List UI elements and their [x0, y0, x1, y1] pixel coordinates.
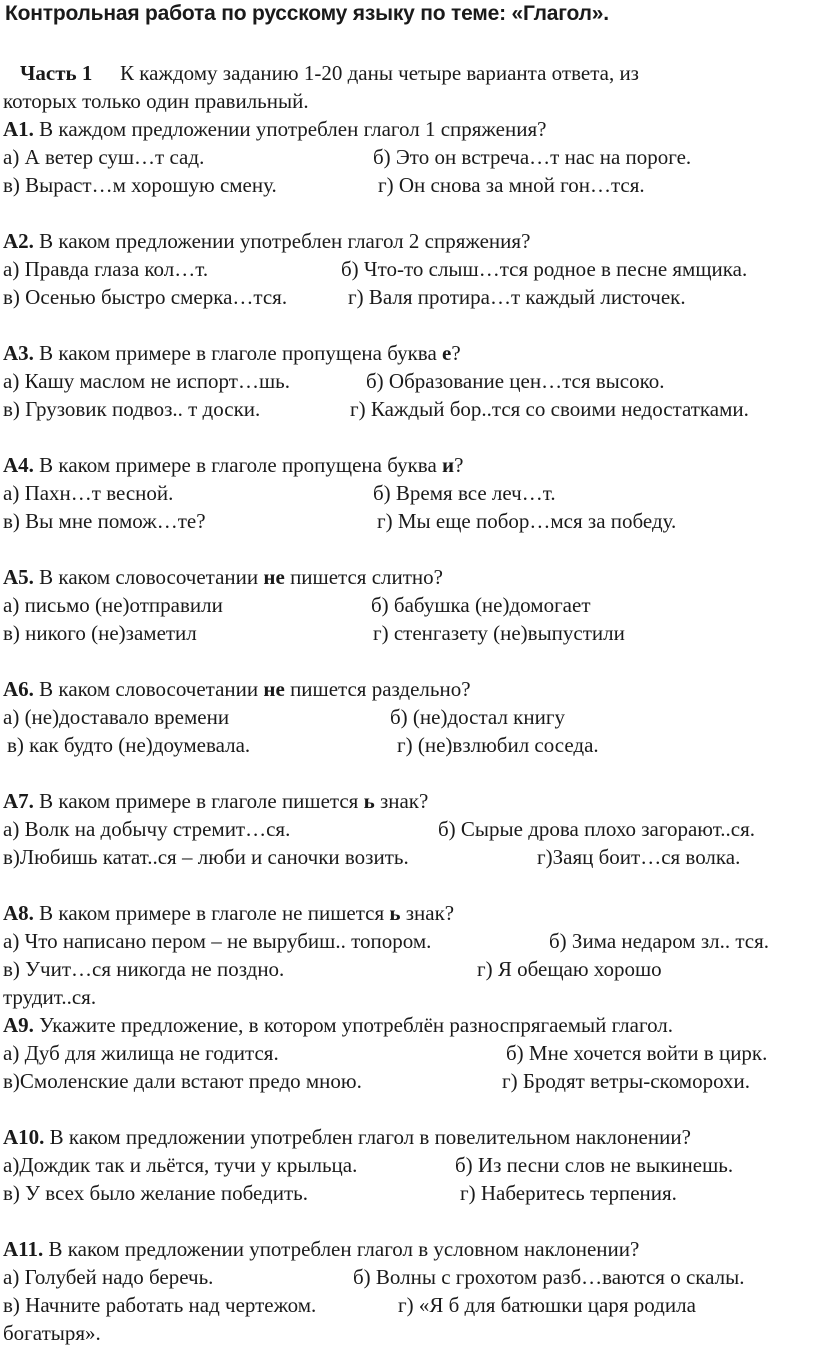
highlighted-letter: и — [442, 453, 455, 477]
question-text-end: пишется раздельно? — [290, 677, 471, 701]
answer-option: г) (не)взлюбил соседа. — [397, 733, 599, 757]
answer-option: г) Наберитесь терпения. — [460, 1181, 677, 1205]
answer-option: а) Голубей надо беречь. — [3, 1265, 214, 1289]
question-number: А2. — [3, 229, 34, 253]
highlighted-letter: ь — [389, 901, 401, 925]
answer-row — [0, 1291, 816, 1319]
question-text-end: ? — [454, 453, 464, 477]
question-text: В каком примере в глаголе пропущена буква — [39, 341, 437, 365]
answer-row — [0, 731, 816, 759]
intro-line — [0, 59, 816, 87]
answer-option: а) Пахн…т весной. — [3, 481, 174, 505]
question-text: Укажите предложение, в котором употреблён разноспрягаемый глагол. — [39, 1013, 674, 1037]
answer-row — [0, 1039, 816, 1067]
highlighted-word: не — [263, 565, 285, 589]
answer-row — [0, 703, 816, 731]
question-text: В каком предложении употреблен глагол 2 спряжения? — [39, 229, 531, 253]
question-heading — [0, 1123, 816, 1151]
question-number: А5. — [3, 565, 34, 589]
answer-option: б) Зима недаром зл.. тся. — [549, 929, 770, 953]
highlighted-letter: е — [442, 341, 452, 365]
question-text-end: знак? — [379, 789, 429, 813]
question-number: А4. — [3, 453, 34, 477]
question-heading — [0, 787, 816, 815]
answer-option: б) Сырые дрова плохо загорают..ся. — [438, 817, 756, 841]
answer-option: в) как будто (не)доумевала. — [7, 733, 251, 757]
highlighted-word: не — [263, 677, 285, 701]
question-number: А6. — [3, 677, 34, 701]
question-heading — [0, 675, 816, 703]
answer-option: г) «Я б для батюшки царя родила — [398, 1293, 696, 1317]
answer-row — [0, 591, 816, 619]
answer-option: г) Он снова за мной гон…тся. — [378, 173, 645, 197]
answer-row — [0, 1067, 816, 1095]
answer-option: б) Время все леч…т. — [373, 481, 556, 505]
answer-option: в) Вы мне помож…те? — [3, 509, 206, 533]
question-text: В каком примере в глаголе пишется — [39, 789, 359, 813]
question-number: А1. — [3, 117, 34, 141]
answer-option: б) (не)достал книгу — [390, 705, 565, 729]
answer-row — [0, 479, 816, 507]
answer-row — [0, 507, 816, 535]
part-label: Часть 1 — [20, 61, 93, 85]
page-title: Контрольная работа по русскому языку по теме: «Глагол». — [5, 2, 609, 25]
question-heading — [0, 1011, 816, 1039]
question-heading — [0, 563, 816, 591]
answer-option: б) бабушка (не)домогает — [371, 593, 591, 617]
question-text: В каждом предложении употреблен глагол 1 спряжения? — [39, 117, 547, 141]
answer-option: б) Из песни слов не выкинешь. — [455, 1153, 734, 1177]
highlighted-letter: ь — [363, 789, 375, 813]
answer-option: г) Мы еще побор…мся за победу. — [377, 509, 677, 533]
question-text: В каком предложении употреблен глагол в повелительном наклонении? — [49, 1125, 691, 1149]
question-text: В каком предложении употреблен глагол в условном наклонении? — [48, 1237, 640, 1261]
question-number: А11. — [3, 1237, 44, 1261]
answer-option: а) Правда глаза кол…т. — [3, 257, 209, 281]
answer-option: а) Волк на добычу стремит…ся. — [3, 817, 291, 841]
answer-row — [0, 395, 816, 423]
answer-row — [0, 1179, 816, 1207]
answer-row — [0, 1151, 816, 1179]
question-text-end: знак? — [405, 901, 455, 925]
answer-option: в) никого (не)заметил — [3, 621, 197, 645]
answer-row — [0, 1319, 816, 1347]
answer-option: в) У всех было желание победить. — [3, 1181, 308, 1205]
answer-option: в)Любишь катат..ся – люби и саночки возить. — [3, 845, 409, 869]
answer-option: в) Осенью быстро смерка…тся. — [3, 285, 288, 309]
answer-option: б) Волны с грохотом разб…ваются о скалы. — [353, 1265, 745, 1289]
question-text-end: ? — [451, 341, 461, 365]
answer-row — [0, 927, 816, 955]
answer-option: б) Образование цен…тся высоко. — [366, 369, 665, 393]
answer-option: г) Бродят ветры-скоморохи. — [502, 1069, 751, 1093]
answer-option: а) Что написано пером – не вырубиш.. топором. — [3, 929, 432, 953]
intro-text: которых только один правильный. — [3, 89, 309, 113]
answer-option: а) Дуб для жилища не годится. — [3, 1041, 279, 1065]
answer-row — [0, 619, 816, 647]
question-text: В каком словосочетании — [39, 677, 259, 701]
question-heading — [0, 451, 816, 479]
question-text: В каком словосочетании — [39, 565, 259, 589]
question-number: А10. — [3, 1125, 45, 1149]
answer-option-continued: трудит..ся. — [3, 985, 97, 1009]
question-heading — [0, 899, 816, 927]
intro-line — [0, 87, 816, 115]
answer-option: а) А ветер суш…т сад. — [3, 145, 205, 169]
question-heading — [0, 339, 816, 367]
question-text: В каком примере в глаголе пропущена буква — [39, 453, 437, 477]
intro-text: К каждому заданию 1-20 даны четыре варианта ответа, из — [120, 61, 639, 85]
answer-row — [0, 955, 816, 983]
answer-option: а) (не)доставало времени — [3, 705, 230, 729]
answer-option: в) Начните работать над чертежом. — [3, 1293, 317, 1317]
answer-option: а)Дождик так и льётся, тучи у крыльца. — [3, 1153, 358, 1177]
answer-option: г) стенгазету (не)выпустили — [373, 621, 625, 645]
answer-option: г) Я обещаю хорошо — [477, 957, 662, 981]
answer-row — [0, 171, 816, 199]
answer-option: а) Кашу маслом не испорт…шь. — [3, 369, 290, 393]
answer-row — [0, 255, 816, 283]
answer-option: в) Учит…ся никогда не поздно. — [3, 957, 285, 981]
answer-option: г) Валя протира…т каждый листочек. — [348, 285, 686, 309]
answer-row — [0, 983, 816, 1011]
question-text: В каком примере в глаголе не пишется — [39, 901, 385, 925]
question-heading — [0, 1235, 816, 1263]
answer-option: в) Выраст…м хорошую смену. — [3, 173, 277, 197]
answer-option: б) Мне хочется войти в цирк. — [506, 1041, 768, 1065]
answer-option-continued: богатыря». — [3, 1321, 101, 1345]
answer-row — [0, 843, 816, 871]
question-text-end: пишется слитно? — [290, 565, 443, 589]
answer-row — [0, 815, 816, 843]
answer-row — [0, 1263, 816, 1291]
answer-option: в)Смоленские дали встают предо мною. — [3, 1069, 362, 1093]
answer-row — [0, 143, 816, 171]
answer-option: г)Заяц боит…ся волка. — [537, 845, 741, 869]
question-number: А9. — [3, 1013, 34, 1037]
question-heading — [0, 115, 816, 143]
answer-option: в) Грузовик подвоз.. т доски. — [3, 397, 261, 421]
answer-option: г) Каждый бор..тся со своими недостатками. — [350, 397, 749, 421]
answer-row — [0, 283, 816, 311]
question-number: А7. — [3, 789, 34, 813]
question-number: А3. — [3, 341, 34, 365]
question-number: А8. — [3, 901, 34, 925]
question-heading — [0, 227, 816, 255]
answer-option: а) письмо (не)отправили — [3, 593, 223, 617]
answer-option: б) Это он встреча…т нас на пороге. — [373, 145, 692, 169]
answer-row — [0, 367, 816, 395]
answer-option: б) Что-то слыш…тся родное в песне ямщика. — [341, 257, 748, 281]
